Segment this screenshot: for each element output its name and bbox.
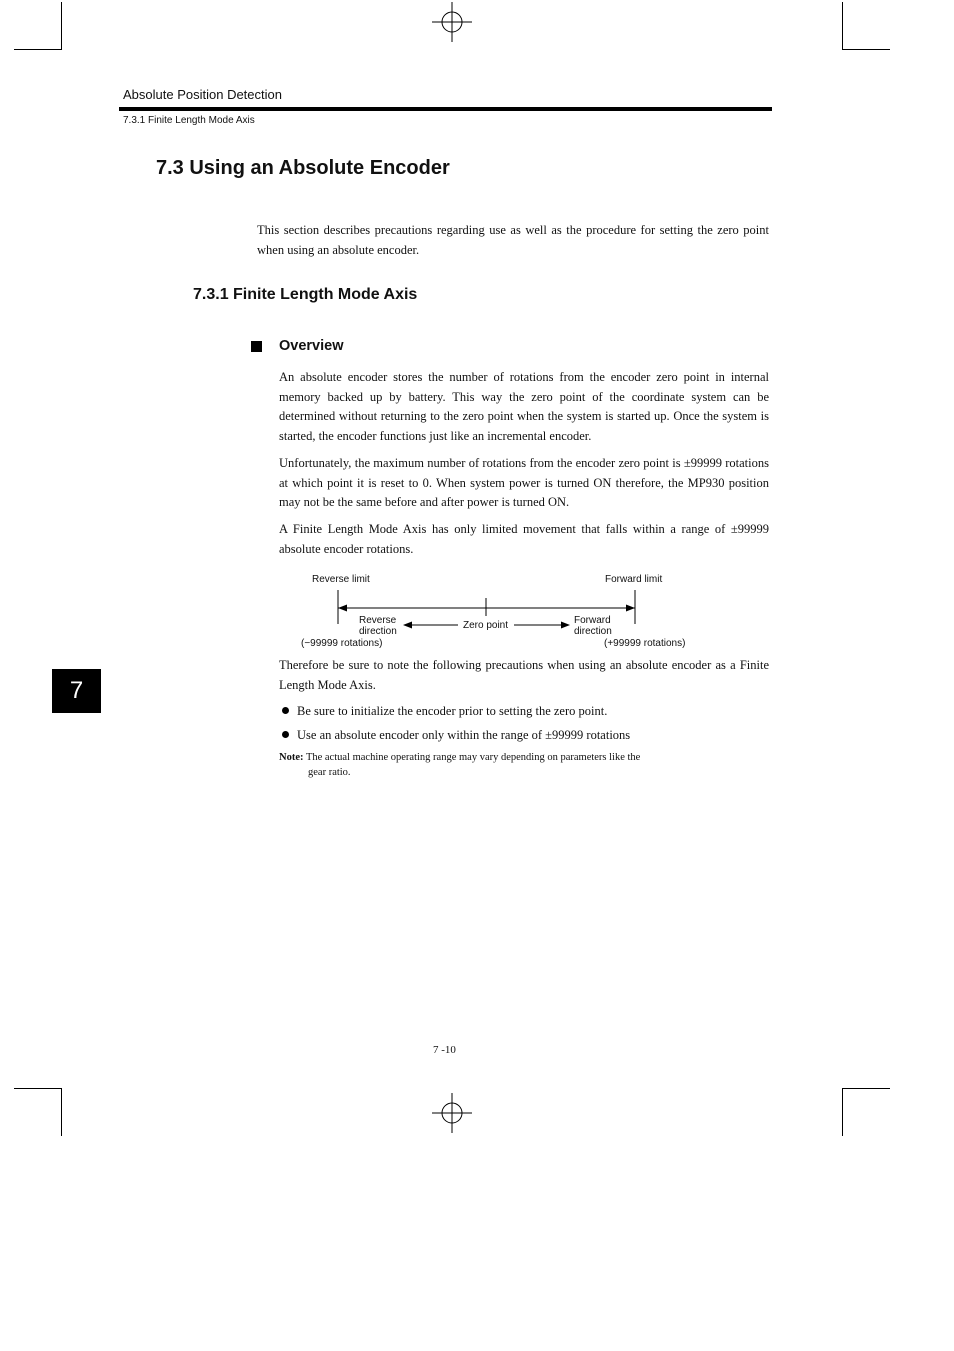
- header-rule: [119, 107, 772, 111]
- crop-mark: [61, 1088, 62, 1136]
- range-diagram: [290, 568, 710, 656]
- forward-direction-label: Forward: [574, 615, 611, 626]
- range-left-arrowhead: [338, 605, 347, 612]
- reverse-arrowhead: [403, 622, 412, 629]
- positive-rotations-label: (+99999 rotations): [604, 638, 686, 649]
- forward-arrowhead: [561, 622, 570, 629]
- list-item-text: Be sure to initialize the encoder prior to setting the zero point.: [297, 704, 608, 718]
- running-header-subsection: 7.3.1 Finite Length Mode Axis: [123, 115, 255, 126]
- reverse-direction-label-2: direction: [359, 626, 397, 637]
- subsection-title: 7.3.1 Finite Length Mode Axis: [193, 286, 418, 303]
- list-item: [282, 704, 607, 719]
- section-title: 7.3 Using an Absolute Encoder: [156, 157, 450, 179]
- section-intro: This section describes precautions regarding use as well as the procedure for setting the zero point when using an absolute encoder.: [257, 223, 769, 257]
- forward-limit-label: Forward limit: [605, 574, 663, 585]
- paragraph: Therefore be sure to note the following precautions when using an absolute encoder as a Finite Length Mode Axis.: [279, 658, 769, 692]
- registration-mark-bottom: [432, 1093, 472, 1133]
- crop-mark: [14, 1088, 62, 1089]
- running-header-title: Absolute Position Detection: [123, 87, 282, 102]
- crop-mark: [842, 2, 843, 50]
- registration-mark-top: [432, 2, 472, 42]
- forward-direction-label-2: direction: [574, 626, 612, 637]
- crop-mark: [14, 49, 62, 50]
- note-text: The actual machine operating range may vary depending on parameters like the: [305, 752, 641, 763]
- note-text-continued: gear ratio.: [308, 767, 351, 778]
- negative-rotations-label: (−99999 rotations): [301, 638, 383, 649]
- note: [279, 750, 699, 780]
- crop-mark: [842, 49, 890, 50]
- note-label: Note:: [279, 752, 304, 763]
- chapter-tab: 7: [52, 669, 101, 713]
- range-right-arrowhead: [626, 605, 635, 612]
- reverse-limit-label: Reverse limit: [312, 574, 370, 585]
- bullet-icon: [282, 731, 289, 738]
- paragraph: An absolute encoder stores the number of rotations from the encoder zero point in internal memory backed up by battery. This way the zero point of the coordinate system can be determined without returning to the zero point when the system is started up. Once the system is started, the encoder functions just like an incremental encoder.: [279, 370, 769, 443]
- crop-mark: [61, 2, 62, 50]
- overview-square-icon: [251, 341, 262, 352]
- overview-heading: Overview: [279, 338, 344, 354]
- reverse-direction-label: Reverse: [359, 615, 397, 626]
- crop-mark: [842, 1088, 843, 1136]
- paragraph: A Finite Length Mode Axis has only limited movement that falls within a range of ±99999 absolute encoder rotations.: [279, 522, 769, 556]
- page-number: 7 -10: [433, 1044, 456, 1056]
- list-item: [282, 728, 630, 743]
- crop-mark: [842, 1088, 890, 1089]
- paragraph: Unfortunately, the maximum number of rotations from the encoder zero point is ±99999 rotations at which point it is reset to 0. When system power is turned ON therefore, the MP930 position may not be the same before and after power is turned ON.: [279, 456, 769, 509]
- bullet-icon: [282, 707, 289, 714]
- zero-point-label: Zero point: [463, 620, 509, 631]
- list-item-text: Use an absolute encoder only within the range of ±99999 rotations: [297, 728, 631, 742]
